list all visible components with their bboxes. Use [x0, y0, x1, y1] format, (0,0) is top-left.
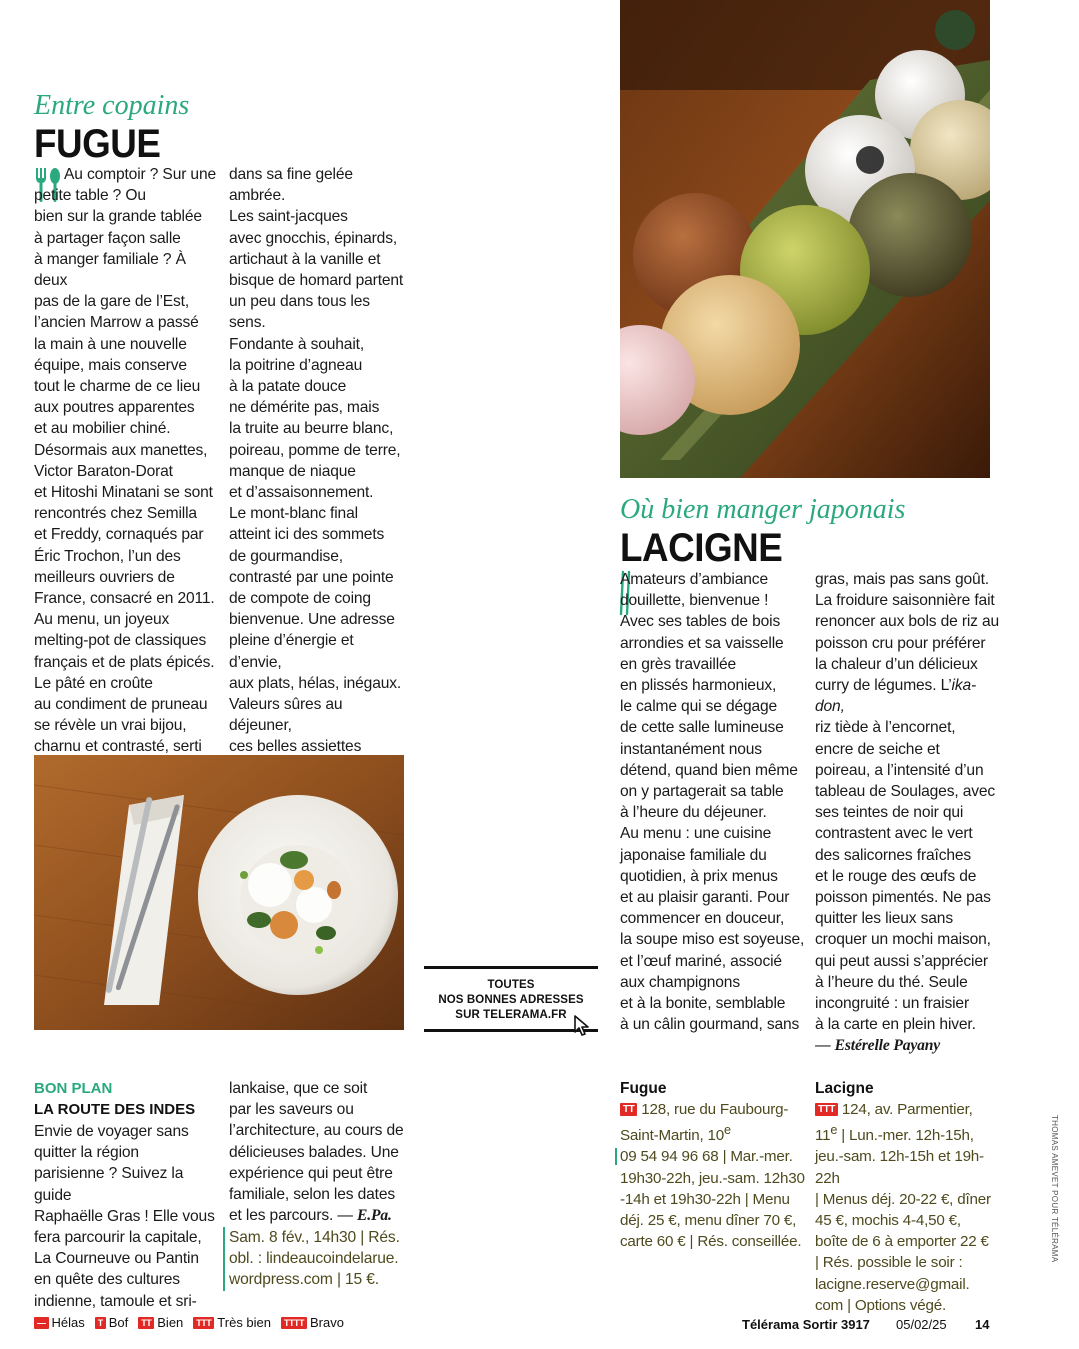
bon-plan-practical	[223, 1227, 408, 1291]
info-lacigne-title: Lacigne	[815, 1080, 874, 1097]
legend-item-tres-bien	[193, 1315, 271, 1330]
lacigne-column-1	[620, 569, 805, 1035]
fugue-column-1: Au comptoir ? Sur une petite table ? Ou bien sur la grande tablée à partager façon salle à manger familiale ? À deux pas de la gare de l’Est, l’ancien Marrow a passé la main à une nouvelle équipe, mais conserve tout le charme de ce lieu aux poutres apparentes et au mobilier chiné. Désormais aux manettes, Victor Baraton-Dorat et Hitoshi Minatani se sont rencontrés chez Semilla et Freddy, cornaqués par Éric Trochon, l’un des meilleurs ouvriers de France, consacré en 2011. Au menu, un joyeux melting-pot de classiques français et de plats épicés. Le pâté en croûte au condiment de pruneau se révèle un vrai bijou, charnu et contrasté, serti	[34, 166, 217, 756]
rating-badge-fugue: TT	[620, 1103, 637, 1116]
legend-label: Bien	[157, 1315, 184, 1330]
info-fugue-address-sup: e	[724, 1123, 731, 1138]
lacigne-column-2-text-b: riz tiède à l’encornet, encre de seiche et poireau, a l’intensité d’un tableau de Soulages, avec ses teintes de noir qui contrastent avec le vert des salicornes fraîches et le rouge des œufs de poisson pimentés. Ne pas quitter les lieux sans croquer un mochi maison, qui peut aussi s’apprécier à l’heure du thé. Seule incongruité : un fraisier à la carte en plein hiver. —	[815, 719, 996, 1055]
legend-badge: T	[95, 1317, 106, 1329]
lacigne-column-2-text-a: gras, mais pas sans goût. La froidure saisonnière fait renoncer aux bols de riz au poisson cru pour préférer la chaleur d’un délicieux curry de légumes. L’	[815, 571, 1000, 695]
rating-badge-lacigne: TTT	[815, 1103, 838, 1116]
mochi-photo	[620, 0, 990, 478]
fugue-column-2-text: dans sa fine gelée ambrée. Les saint-jacques avec gnocchis, épinards, artichaut à la vanille et bisque de homard partent un peu dans tous les sens. Fondante à souhait, la poitrine d’agneau à la patate douce ne démérite pas, mais la truite au beurre blanc, poireau, pomme de terre, manque de niaque et d’assaisonnement. Le mont-blanc final atteint ici des sommets de gourmandise, contrasté par une pointe de compote de coing bienvenue. Une adresse pleine d’énergie et d’envie, aux plats, hélas, inégaux. Valeurs sûres au déjeuner, ces belles assiettes	[229, 166, 404, 756]
legend-label: Hélas	[51, 1315, 85, 1330]
legend-badge: TT	[138, 1317, 154, 1329]
web-promo-text[interactable]: TOUTES NOS BONNES ADRESSES SUR TELERAMA.FR	[438, 979, 584, 1021]
bon-plan-column-1: Envie de voyager sans quitter la région parisienne ? Suivez la guide Raphaëlle Gras ! Elle vous fera parcourir la capitale, La Courneuve ou Pantin en quête des cultures indienne, tamoule et sri-	[34, 1123, 215, 1310]
plate-photo	[34, 755, 404, 1030]
lacigne-column-1-text: Amateurs d’ambiance douillette, bienvenue ! Avec ses tables de bois arrondies et sa vaisselle en grès travaillée en plissés harmonieux, le calme qui se dégage de cette salle lumineuse instantanément nous détend, quand bien même on y partagerait sa table à l’heure du déjeuner. Au menu : une cuisine japonaise familiale du quotidien, à prix menus et au plaisir garanti. Pour commencer en douceur, la soupe miso est soyeuse, et l’œuf mariné, associé aux champignons et à la bonite, semblable à un câlin gourmand, sans	[620, 571, 805, 1034]
info-fugue-block	[620, 1099, 805, 1252]
lacigne-kicker: Où bien manger japonais	[620, 494, 906, 525]
web-promo-box[interactable]	[424, 966, 598, 1032]
info-fugue-address: 128, rue du Faubourg- Saint-Martin, 10	[620, 1101, 789, 1145]
bon-plan-column-2-text: lankaise, que ce soit par les saveurs ou l’architecture, au cours de délicieuses balades. Une expérience qui peut être familiale, selon les dates et les parcours. —	[229, 1080, 404, 1225]
fugue-kicker: Entre copains	[34, 90, 190, 121]
legend-label: Très bien	[217, 1315, 272, 1330]
lacigne-signature: Estérelle Payany	[834, 1037, 941, 1055]
legend-badge: TTTT	[281, 1317, 307, 1329]
info-lacigne-address: 124, av. Parmentier, 11	[815, 1101, 973, 1145]
legend-label: Bof	[108, 1315, 129, 1330]
info-fugue-details: 09 54 94 96 68 | Mar.-mer. 19h30-22h, jeu.-sam. 12h30 -14h et 19h30-22h | Menu déj. 25 €, menu dîner 70 €, carte 60 € | Rés. conseillée.	[615, 1148, 805, 1250]
lacigne-column-2	[815, 569, 1000, 1057]
info-lacigne-details: | Lun.-mer. 12h-15h, jeu.-sam. 12h-15h et 19h-22h | Menus déj. 20-22 €, dîner 45 €, mochis 4-4,50 €, boîte de 6 à emporter 22 € | Rés. possible le soir : lacigne.reserve@gmail. com | Options végé.	[815, 1127, 991, 1314]
legend-label: Bravo	[310, 1315, 344, 1330]
bon-plan-signature: E.Pa.	[357, 1207, 392, 1225]
fugue-column-2	[229, 164, 409, 821]
bon-plan-title: LA ROUTE DES INDES	[34, 1101, 196, 1118]
issue-date: 05/02/25	[896, 1317, 947, 1332]
legend-item-bravo	[281, 1315, 344, 1330]
lacigne-dish-name: ika-don,	[815, 677, 977, 716]
info-fugue-title: Fugue	[620, 1080, 667, 1097]
magazine-name: Télérama Sortir 3917	[742, 1317, 870, 1332]
legend-badge: —	[34, 1317, 49, 1329]
bon-plan-column-2	[229, 1078, 414, 1226]
page-number: 14	[975, 1317, 990, 1332]
legend-badge: TTT	[193, 1317, 214, 1329]
photo-credit: THOMAS AMEVET POUR TÉLÉRAMA	[1050, 1115, 1059, 1263]
rating-legend	[34, 1315, 344, 1330]
fugue-title: FUGUE	[34, 122, 161, 166]
legend-item-bien	[138, 1315, 183, 1330]
info-lacigne-address-sup: e	[830, 1123, 838, 1138]
info-lacigne-block	[815, 1099, 1005, 1316]
bon-plan-practical-text: Sam. 8 fév., 14h30 | Rés. obl. : lindeaucoindelarue. wordpress.com | 15 €.	[229, 1229, 400, 1289]
legend-item-bof	[95, 1315, 129, 1330]
legend-item-helas	[34, 1315, 85, 1330]
bon-plan-label: BON PLAN	[34, 1080, 113, 1097]
lacigne-title: LACIGNE	[620, 526, 783, 570]
cursor-arrow-icon	[574, 1015, 590, 1042]
